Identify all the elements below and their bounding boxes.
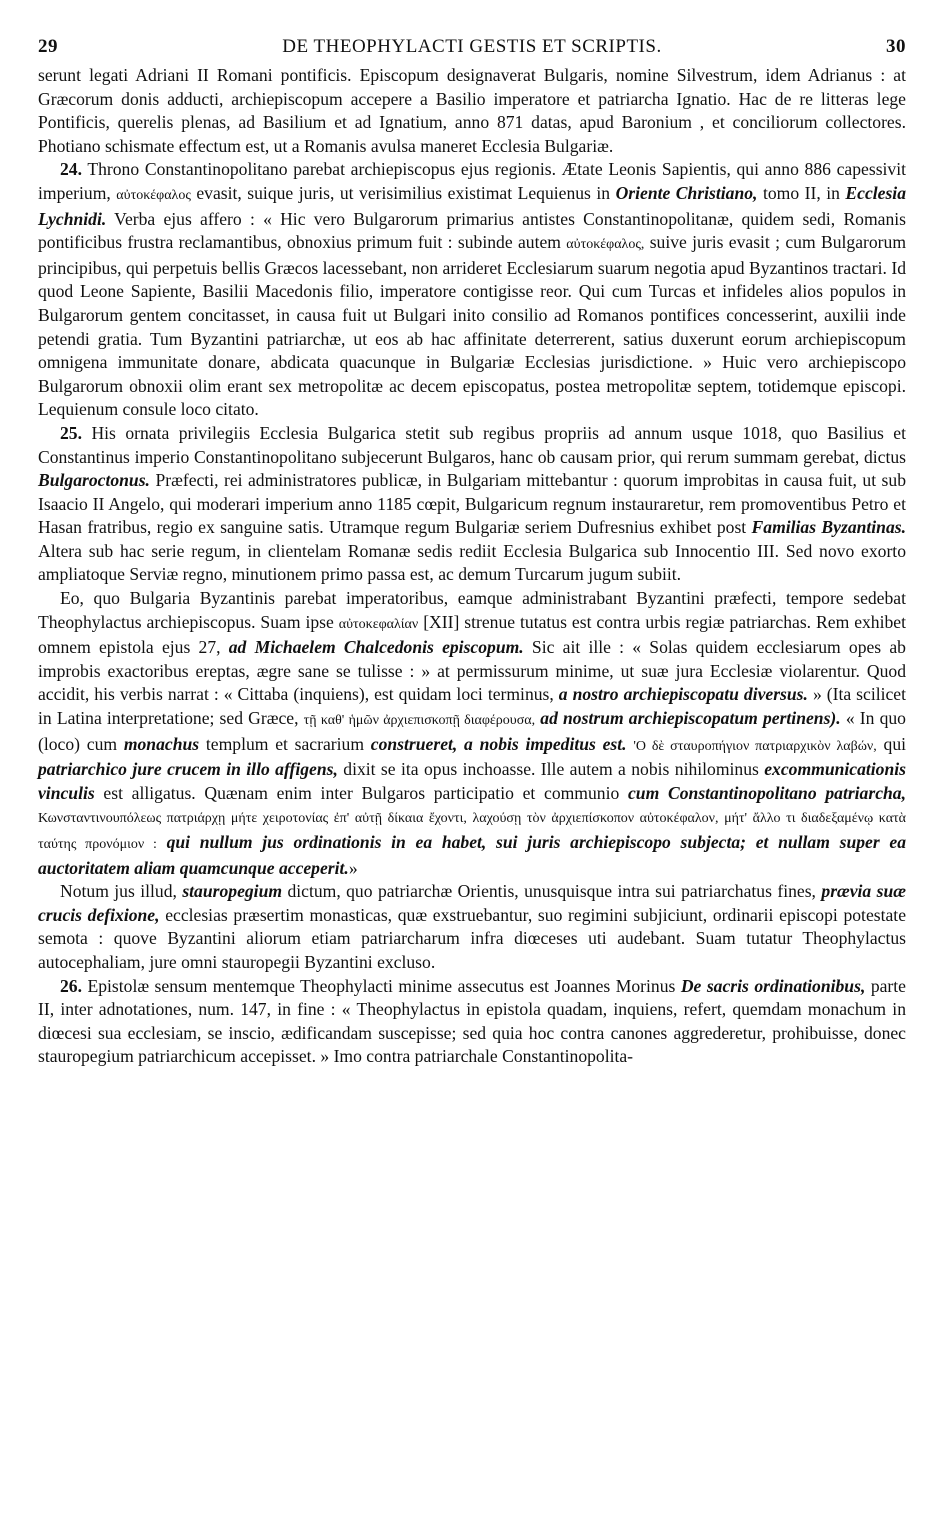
italic-text: Oriente Christiano, — [615, 182, 758, 203]
text-run: Notum jus illud, — [60, 881, 183, 902]
text-run: Epistolæ sensum mentemque Theophylacti minime assecutus est Joannes Morinus — [82, 975, 681, 996]
text-run: His ornata privilegiis Ecclesia Bulgarica stetit sub regibus propriis ad annum usque 1018, quo Basilius et Constantinus imperio Constantinopolitano subjecerunt Bulgaros, hanc ob causam prior, qui rerum summam gerebat, dictus — [38, 422, 906, 467]
section-number: 24. — [60, 159, 82, 180]
italic-text: excommunicationis vinculis — [38, 759, 906, 803]
text-run: est alligatus. Quænam enim inter Bulgaros participatio et communio — [94, 782, 628, 803]
text-run: Verba ejus affero : « Hic vero Bulgarorum primarius antistes Constantinopolitanæ, quidem sedi, Romanis pontificibus frustra reclamantibus, obnoxius primum fuit : subinde autem — [38, 208, 906, 253]
text-run: » (Ita scilicet in Latina interpretatione; sed Græce, — [38, 684, 906, 729]
greek-text: αὐτοκεφαλίαν — [338, 616, 419, 632]
text-run: « In quo (loco) cum — [38, 708, 906, 754]
page-number-left: 29 — [38, 36, 58, 57]
text-run: serunt legati Adriani II Romani pontificis. Episcopum designaverat Bulgaris, nomine Silvestrum, idem Adrianus : at Græcorum donis adducti, archiepiscopum accepere a Basilio imperatore et patriarcha Ignatio. Hac de re litteras lege Pontificis, querelis plenas, ad Basilium et ad Ignatium, anno 871 datas, apud Baronium , et conciliorum collectores. Photiano schismate effectum est, ut a Romanis avulsa maneret Ecclesia Bulgariæ. — [38, 65, 906, 156]
greek-text: 'Ο δὲ σταυροπήγιον πατριαρχικὸν λαβών, — [633, 738, 877, 754]
text-run: evasit, suique juris, ut verisimilius existimat Lequienus in — [190, 182, 616, 203]
text-run: ecclesias præsertim monasticas, quæ exstruebantur, suo regimini subjiciunt, ordinarii episcopi potestate semota : quove Byzantini aliorum etiam patriarcharum infra diœceses uti audebant. Suam tutatur Theophylactus autocephaliam, jure omni stauropegii Byzantini excluso. — [38, 904, 906, 972]
italic-text: monachus — [123, 733, 200, 754]
italic-text: Bulgaroctonus. — [38, 470, 150, 491]
page-number-right: 30 — [886, 36, 906, 57]
greek-text: αὐτοκέφαλος — [116, 187, 191, 203]
text-run: Sic ait ille : « Solas quidem ecclesiarum opes ab improbis exactoribus ereptas, ægre sane se tulisse : » at permissurum minime, ut suæ jura Ecclesiæ violarentur. Quod accidit, his verbis narrat : « Cittaba (inquiens), est quidam loci terminus, — [38, 637, 906, 705]
italic-text: stauropegium — [182, 881, 283, 902]
text-run: tomo II, in — [757, 182, 846, 203]
text-run: templum et sacrarium — [199, 733, 371, 754]
italic-text: ad Michaelem Chalcedonis episcopum. — [228, 637, 524, 658]
italic-text: cum Constantinopolitano patriarcha, — [628, 782, 906, 803]
italic-text: qui nullum jus ordinationis in ea habet, sui juris archiepiscopo subjecta; et nullam super ea auctoritatem aliam quamcunque acceperit. — [38, 832, 906, 878]
italic-text: construeret, a nobis impeditus est. — [370, 733, 627, 754]
italic-text: Familias Byzantinas. — [751, 517, 906, 538]
text-run: » — [348, 857, 358, 878]
text-run: qui — [876, 733, 907, 754]
paragraph-26 — [38, 975, 906, 1069]
text-run: Altera sub hac serie regum, in clientelam Romanæ sedis rediit Ecclesia Bulgarica sub Innocentio III. Sed novo exorto ampliatoque Serviæ regno, minutionem primo passa est, ac demum Turcarum jugum subiit. — [38, 540, 906, 585]
body-text — [38, 64, 906, 1069]
section-number: 26. — [60, 975, 82, 996]
section-number: 25. — [60, 422, 82, 443]
text-run: Præfecti, rei administratores publicæ, in Bulgariam mittebantur : quorum improbitas in causa fuit, ut sub Isaacio II Angelo, qui moderari imperium anno 1185 cœpit, Bulgaricum regnum instauraretur, rem promoventibus Petro et Hasan fratribus, regio ex sanguine satis. Utramque regum Bulgariæ seriem Dufresnius exhibet post — [38, 470, 906, 538]
text-run: [XII] strenue tutatus est contra urbis regiæ patriarchas. Rem exhibet omnem epistola ejus 27, — [38, 611, 906, 658]
text-run: Throno Constantinopolitano parebat archiepiscopus ejus regionis. Ætate Leonis Sapientis, qui anno 886 capessivit imperium, — [38, 159, 906, 203]
paragraph-eo — [38, 587, 906, 880]
greek-text: αὐτοκέφαλος, — [566, 237, 645, 253]
running-title: DE THEOPHYLACTI GESTIS ET SCRIPTIS. — [282, 36, 662, 57]
italic-text: ad nostrum archiepiscopatum pertinens). — [540, 708, 841, 729]
italic-text: a nostro archiepiscopatu diversus. — [558, 684, 808, 705]
text-run: parte II, inter adnotationes, num. 147, in fine : « Theophylactus in epistola quadam, inquiens, refert, quemdam monachum in diœcesi sua ecclesiam, se inscio, ædificandam suscepisse; sed quia hoc contra canones aggrederetur, prohibuisse, donec stauropegium patriarchicum accepisset. » Imo contra patriarchale Constantinopolita- — [38, 975, 906, 1067]
text-run: dictum, quo patriarchæ Orientis, unusquisque intra sui patriarchatus fines, — [282, 881, 822, 902]
paragraph-notum — [38, 880, 906, 974]
italic-text: De sacris ordinationibus, — [680, 975, 866, 996]
text-run — [157, 832, 167, 852]
running-header — [38, 36, 906, 58]
italic-text: prævia suæ crucis defixione, — [38, 881, 906, 925]
text-run: dixit se ita opus inchoasse. Ille autem a nobis nihilominus — [337, 759, 765, 780]
greek-text: Κωνσταντινουπόλεως πατριάρχῃ μήτε χειροτονίας ἐπ' αὐτῇ δίκαια ἔχοντι, λαχούσῃ τὸν ἀρχιεπίσκοπον αὐτοκέφαλον, μήτ' ἄλλο τι διαδεξαμένῳ κατὰ ταύτης προνόμιον : — [38, 811, 906, 852]
text-run: Eo, quo Bulgaria Byzantinis parebat imperatoribus, eamque administrabant Byzantini præfecti, tempore sedebat Theophylactus archiepiscopus. Suam ipse — [38, 588, 906, 632]
text-run: suive juris evasit ; cum Bulgarorum principibus, qui perpetuis bellis Græcos lacessebant, non arrideret Ecclesiarum suarum negotia apud Byzantinos tractari. Id quod Leone Sapiente, Basilii Macedonis filio, imperatore contigisse reor. Qui cum Turcas et infideles alios populos in Bulgarorum gentem concitasset, in causa fuit ut Bulgari inito consilio ad Romanos pontifices concesserint, auxilii inde petendi gratia. Tum Byzantini patriarchæ, ut eos ab hac affinitate deterrerent, satius duxerunt eorum archiepiscopum omnigena immunitate donare, abdicata quacunque in Bulgariæ Ecclesias jurisdictione. » Huic vero archiepiscopo Bulgarorum obnoxii olim erant sex metropolitæ ac decem episcopatus, postea metropolitæ septem, totidemque episcopi. Lequienum consule loco citato. — [38, 232, 907, 420]
greek-text: τῇ καθ' ἡμῶν ἀρχιεπισκοπῇ διαφέρουσα, — [303, 713, 536, 729]
paragraph-continued — [38, 64, 906, 158]
paragraph-25 — [38, 422, 906, 587]
italic-text: Ecclesia Lychnidi. — [38, 182, 906, 229]
paragraph-24 — [38, 158, 906, 422]
italic-text: patriarchico jure crucem in illo affigens, — [38, 759, 338, 780]
